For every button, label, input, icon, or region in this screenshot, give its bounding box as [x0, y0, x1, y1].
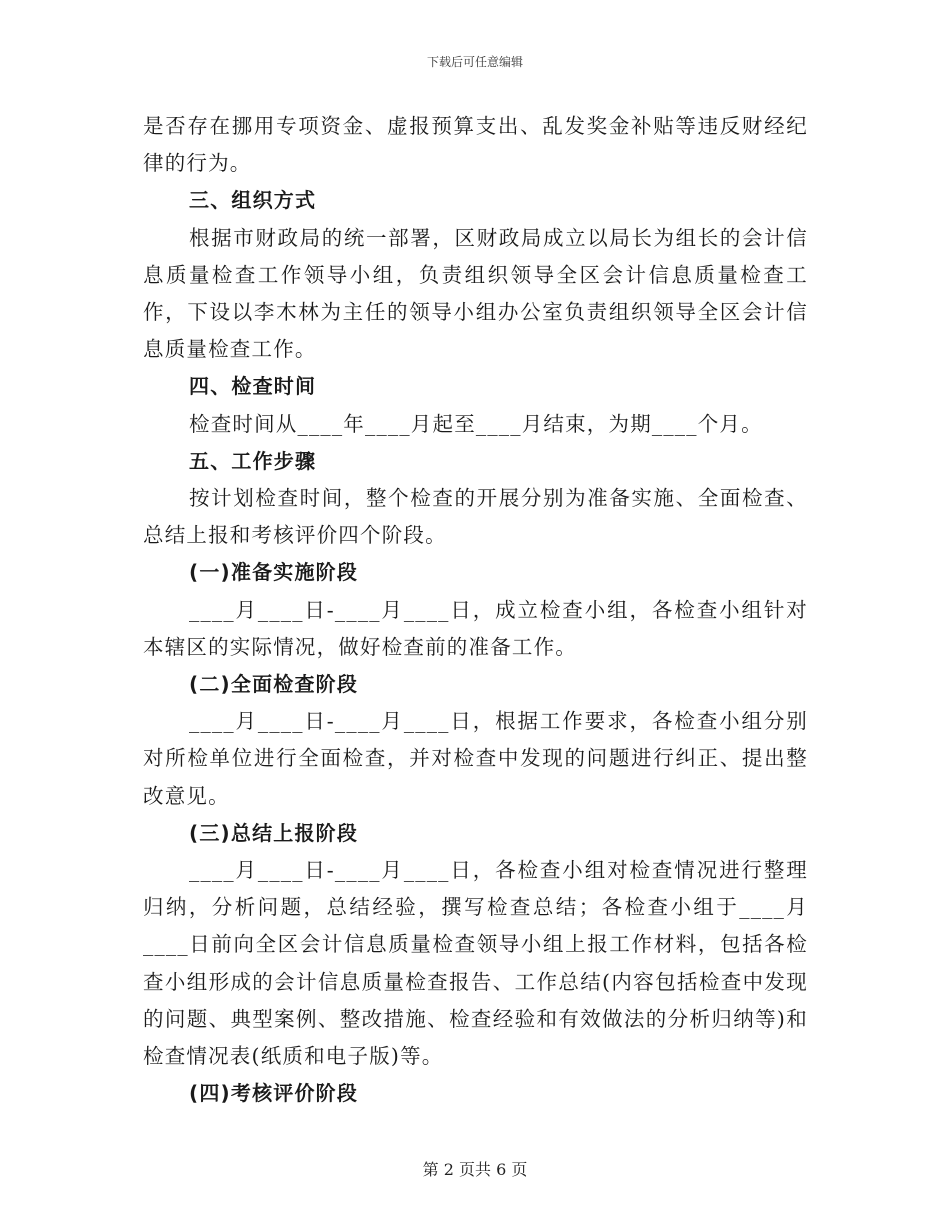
- paragraph-preparation: ____月____日-____月____日，成立检查小组，各检查小组针对本辖区的实际情况，做好检查前的准备工作。: [143, 597, 808, 659]
- page-number: 第 2 页共 6 页: [422, 1160, 528, 1179]
- paragraph-summary-report: ____月____日-____月____日，各检查小组对检查情况进行整理归纳，分析问题，总结经验，撰写检查总结；各检查小组于____月____日前向全区会计信息质量检查领导小组上报工作材料，包括各检查小组形成的会计信息质量检查报告、工作总结(内容包括检查中发现的问题、典型案例、整改措施、检查经验和有效做法的分析归纳等)和检查情况表(纸质和电子版)等。: [143, 858, 808, 1069]
- paragraph-work-steps: 按计划检查时间，整个检查的开展分别为准备实施、全面检查、总结上报和考核评价四个阶段。: [143, 486, 808, 548]
- paragraph-inspection-time: 检查时间从____年____月起至____月结束，为期____个月。: [189, 411, 763, 436]
- subsection-heading-preparation: (一)准备实施阶段: [189, 560, 359, 585]
- section-heading-work-steps: 五、工作步骤: [189, 448, 317, 473]
- subsection-heading-summary-report: (三)总结上报阶段: [189, 820, 359, 845]
- paragraph-full-inspection: ____月____日-____月____日，根据工作要求，各检查小组分别对所检单位进行全面检查，并对检查中发现的问题进行纠正、提出整改意见。: [143, 709, 808, 808]
- paragraph-continuation: 是否存在挪用专项资金、虚报预算支出、乱发奖金补贴等违反财经纪律的行为。: [143, 114, 808, 176]
- section-heading-organization: 三、组织方式: [189, 188, 317, 213]
- subsection-heading-evaluation: (四)考核评价阶段: [189, 1081, 359, 1106]
- document-body: [143, 108, 808, 1112]
- page-header-note: 下载后可任意编辑: [426, 55, 523, 69]
- subsection-heading-full-inspection: (二)全面检查阶段: [189, 672, 359, 697]
- paragraph-organization: 根据市财政局的统一部署，区财政局成立以局长为组长的会计信息质量检查工作领导小组，负责组织领导全区会计信息质量检查工作，下设以李木林为主任的领导小组办公室负责组织领导全区会计信息质量检查工作。: [143, 225, 808, 362]
- section-heading-inspection-time: 四、检查时间: [189, 374, 317, 399]
